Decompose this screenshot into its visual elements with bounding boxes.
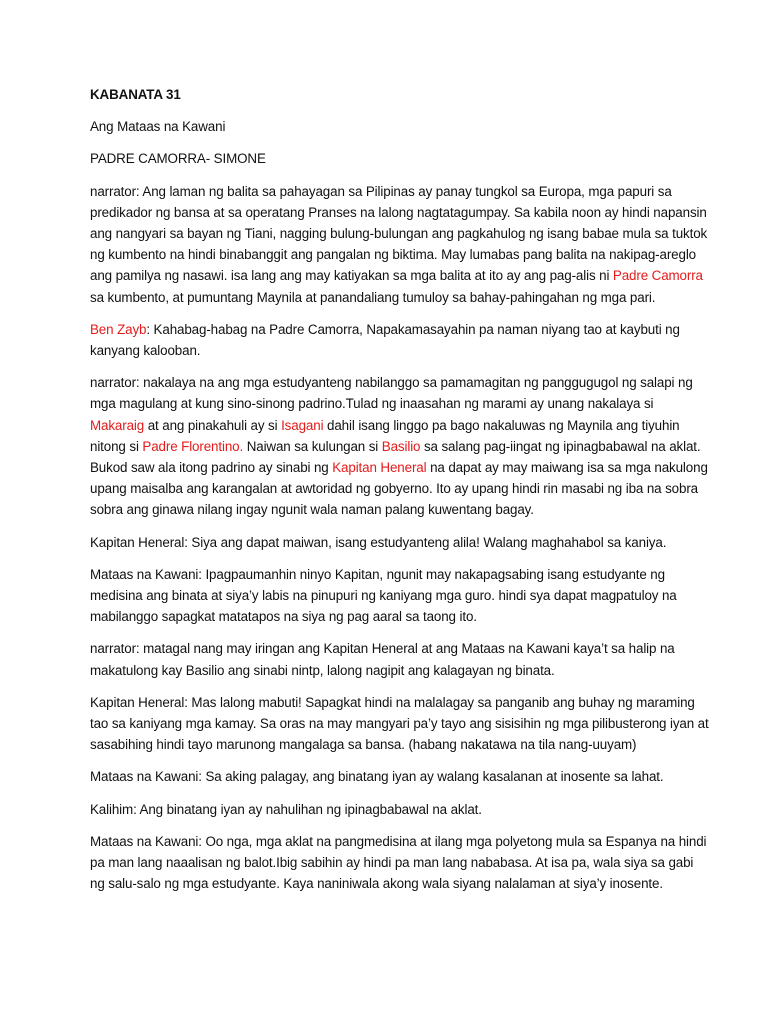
- highlighted-name: Kapitan Heneral: [332, 460, 427, 476]
- paragraph-text: sa salang pag-iingat ng ipinagbabawal na aklat. Bukod saw ala itong padrino ay sinabi ng: [90, 438, 701, 476]
- paragraph-text: at ang pinakahuli ay si: [144, 417, 282, 433]
- dialogue-body: [90, 181, 710, 895]
- highlighted-name: Basilio: [381, 438, 421, 454]
- paragraph-text: narrator: nakalaya na ang mga estudyanteng nabilanggo sa pamamagitan ng panggugugol ng salapi ng mga magulang at kung sino-sinong padrino.Tulad ng inaasahan ng marami ay unang nakalaya si: [90, 375, 693, 412]
- dialogue-paragraph: [90, 831, 710, 895]
- paragraph-text: Mataas na Kawani: Oo nga, mga aklat na pangmedisina at ilang mga polyetong mula sa Espanya na hindi pa man lang naaalisan ng balot.Ibig sabihin ay hindi pa man lang nababasa. At isa pa, wala siya sa gabi ng salu-salo ng mga estudyante. Kaya naniniwala akong wala siyang nalalaman at siya’y inosente.: [90, 833, 707, 892]
- paragraph-text: Kapitan Heneral: Mas lalong mabuti! Sapagkat hindi na malalagay sa panganib ang buhay ng maraming tao sa kaniyang mga kamay. Sa oras na may mangyari pa’y tayo ang sisisihin ng mga pilibusterong iyan at sasabihing hindi tayo marunong mangalaga sa bansa. (habang nakatawa na tila nang-uuyam): [90, 694, 709, 753]
- paragraph-text: na dapat ay may maiwang isa sa mga nakulong upang maisalba ang karangalan at awtoridad ng gobyerno. Ito ay upang hindi rin masabi ng iba na sobra sobra ang ginawa nilang ingay ngunit wala naman palang kuwentang bagay.: [90, 460, 708, 518]
- paragraph-text: Naiwan sa kulungan si: [243, 438, 382, 454]
- dialogue-paragraph: [90, 638, 710, 680]
- paragraph-text: Mataas na Kawani: Ipagpaumanhin ninyo Kapitan, ngunit may nakapagsabing isang estudyante ng medisina ang binata at siya’y labis na pinupuri ng kaniyang mga guro. hindi sya dapat magpatuloy na mabilanggo sapagkat matatapos na siya ng pag aaral sa taong ito.: [90, 566, 677, 625]
- paragraph-text: Kapitan Heneral: Siya ang dapat maiwan, isang estudyanteng alila! Walang maghahabol sa kaniya.: [90, 534, 667, 550]
- paragraph-text: Kalihim: Ang binatang iyan ay nahulihan ng ipinagbabawal na aklat.: [90, 801, 482, 817]
- paragraph-text: Mataas na Kawani: Sa aking palagay, ang binatang iyan ay walang kasalanan at inosente sa lahat.: [90, 769, 664, 785]
- cast-line: PADRE CAMORRA- SIMONE: [90, 151, 266, 167]
- dialogue-paragraph: [90, 692, 710, 756]
- highlighted-name: Makaraig: [90, 417, 145, 433]
- highlighted-name: Padre Florentino.: [142, 438, 244, 454]
- chapter-title: Ang Mataas na Kawani: [90, 119, 226, 135]
- dialogue-paragraph: [90, 799, 710, 820]
- paragraph-text: : Kahabag-habag na Padre Camorra, Napakamasayahin pa naman niyang tao at kaybuti ng kanyang kalooban.: [90, 321, 680, 359]
- dialogue-paragraph: [90, 319, 710, 361]
- dialogue-paragraph: [90, 532, 710, 553]
- paragraph-text: narrator: Ang laman ng balita sa pahayagan sa Pilipinas ay panay tungkol sa Europa, mga papuri sa predikador ng bansa at sa operatang Pranses na lalong nagtatagumpay. Sa kabila noon ay hindi napansin ang nangyari sa bayan ng Tiani, nagging bulung-bulungan ang pagkahulog ng isang babae mula sa tuktok ng kumbento na hindi binabanggit ang pangalan ng biktima. May lumabas pang balita na nakipag-areglo ang pamilya ng nasawi. isa lang ang may katiyakan sa mga balita at ito ay ang pag-alis ni: [90, 183, 708, 284]
- highlighted-name: Isagani: [281, 417, 324, 433]
- highlighted-name: Ben Zayb: [90, 321, 147, 337]
- paragraph-text: sa kumbento, at pumuntang Maynila at panandaliang tumuloy sa bahay-pahingahan ng mga pari.: [90, 289, 656, 305]
- document-page: [90, 84, 710, 906]
- highlighted-name: Padre Camorra: [612, 268, 703, 284]
- paragraph-text: dahil isang linggo pa bago nakaluwas ng Maynila ang tiyuhin nitong si: [90, 417, 680, 454]
- dialogue-paragraph: [90, 372, 710, 520]
- paragraph-text: narrator: matagal nang may iringan ang Kapitan Heneral at ang Mataas na Kawani kaya’t sa halip na makatulong kay Basilio ang sinabi nintp, lalong nagipit ang kalagayan ng binata.: [90, 641, 675, 678]
- dialogue-paragraph: [90, 766, 710, 787]
- dialogue-paragraph: [90, 181, 710, 308]
- chapter-label: KABANATA 31: [90, 87, 181, 102]
- dialogue-paragraph: [90, 564, 710, 628]
